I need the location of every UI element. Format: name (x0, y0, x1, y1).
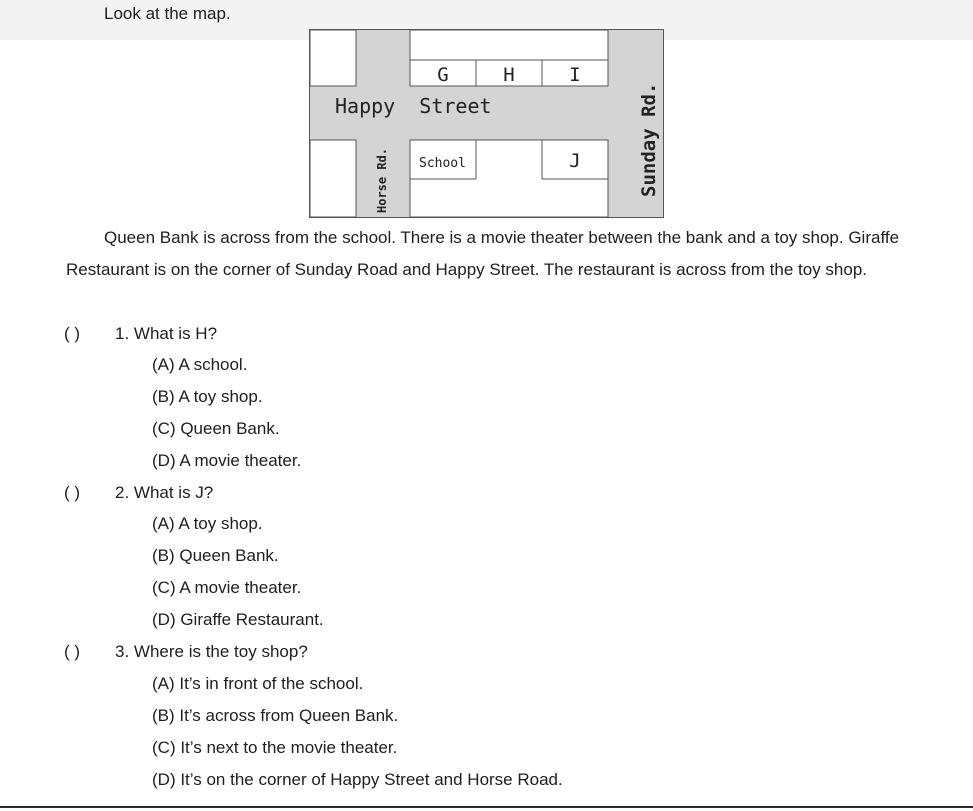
option-c: (C) A movie theater. (152, 578, 302, 597)
question-stem: 1. What is H? (115, 324, 218, 343)
answer-bracket: ( ) (64, 324, 81, 343)
option-c: (C) It’s next to the movie theater. (152, 738, 398, 757)
school-label: School (419, 156, 466, 171)
block-bottom-left (310, 140, 356, 217)
building-j-label: J (569, 150, 581, 172)
instruction-text: Look at the map. (104, 4, 231, 23)
option-a: (A) A toy shop. (152, 514, 263, 533)
block-top-left (310, 30, 356, 86)
horse-road-label: Horse Rd. (375, 147, 389, 213)
building-i-label: I (569, 64, 581, 86)
question-1 (0, 318, 973, 350)
option-b: (B) It’s across from Queen Bank. (152, 706, 399, 725)
option-a: (A) A school. (152, 355, 248, 374)
option-b: (B) Queen Bank. (152, 546, 279, 565)
option-a: (A) It’s in front of the school. (152, 674, 364, 693)
sunday-road-label: Sunday Rd. (638, 82, 660, 197)
question-2 (0, 477, 973, 509)
street-map (309, 29, 665, 219)
happy-street-label: Happy Street (335, 94, 492, 118)
building-h-label: H (503, 64, 515, 86)
option-d: (D) A movie theater. (152, 451, 302, 470)
bottom-divider (0, 806, 973, 808)
option-d: (D) It’s on the corner of Happy Street and Horse Road. (152, 770, 563, 789)
option-d: (D) Giraffe Restaurant. (152, 610, 324, 629)
answer-bracket: ( ) (64, 483, 81, 502)
option-c: (C) Queen Bank. (152, 419, 280, 438)
question-stem: 3. Where is the toy shop? (115, 642, 308, 661)
reading-passage: Queen Bank is across from the school. There is a movie theater between the bank and a toy shop. Giraffe Restaurant is on the corner of Sunday Road and Happy Street. The restaurant is across from the toy shop. (66, 228, 900, 279)
question-stem: 2. What is J? (115, 483, 214, 502)
answer-bracket: ( ) (64, 642, 81, 661)
question-3 (0, 636, 973, 668)
building-g-label: G (437, 64, 449, 86)
option-b: (B) A toy shop. (152, 387, 263, 406)
